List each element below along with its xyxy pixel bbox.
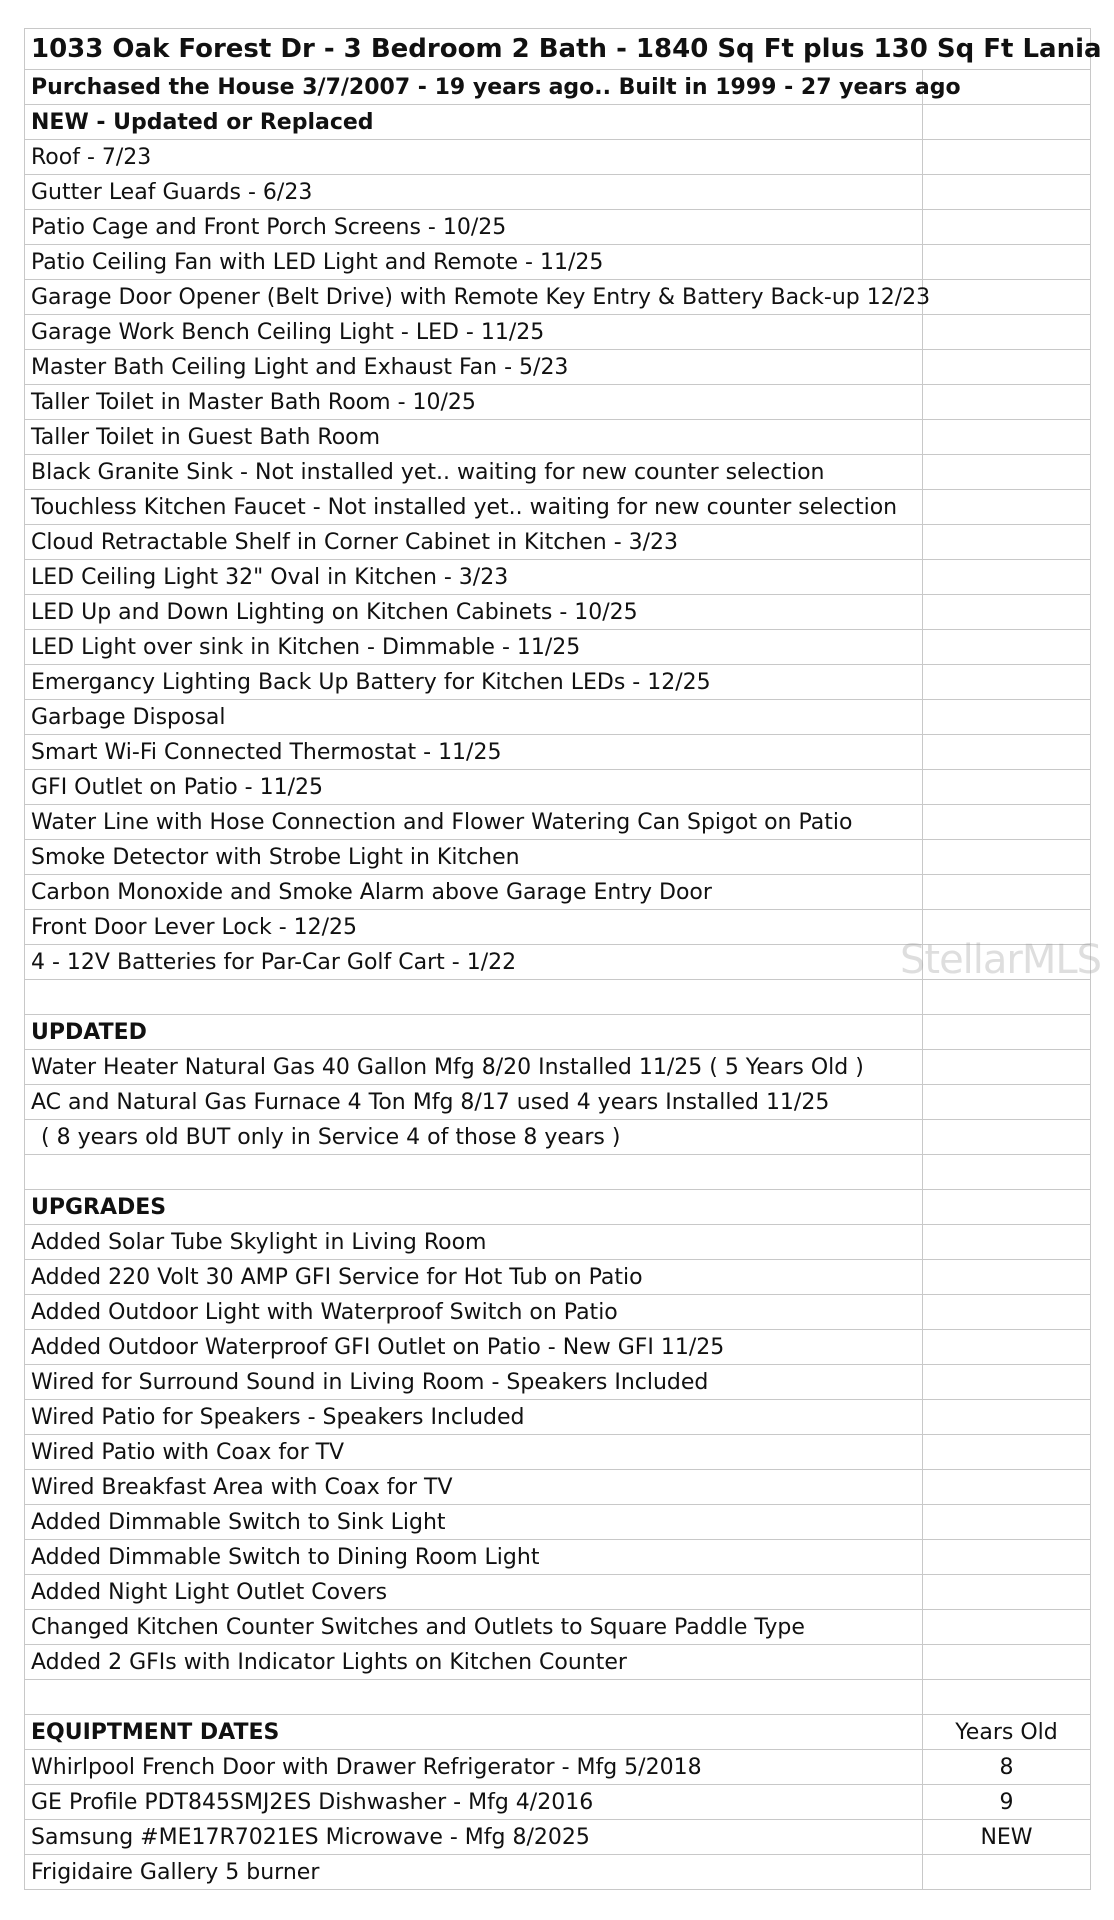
item-cell: Gutter Leaf Guards - 6/23 [25, 175, 923, 210]
empty-cell [923, 1610, 1091, 1645]
table-row [25, 1435, 1091, 1470]
blank-row [25, 980, 1091, 1015]
table-row [25, 1050, 1091, 1085]
blank-row [25, 1680, 1091, 1715]
spreadsheet [24, 28, 1102, 1890]
item-cell: Taller Toilet in Guest Bath Room [25, 420, 923, 455]
upgrades-section-header: UPGRADES [25, 1190, 923, 1225]
item-cell: Wired Patio with Coax for TV [25, 1435, 923, 1470]
table-row [25, 140, 1091, 175]
table-row [25, 1365, 1091, 1400]
item-cell: LED Up and Down Lighting on Kitchen Cabinets - 10/25 [25, 595, 923, 630]
empty-cell [923, 980, 1091, 1015]
empty-cell [923, 245, 1091, 280]
empty-cell [923, 945, 1091, 980]
table-row [25, 735, 1091, 770]
new-section-header: NEW - Updated or Replaced [25, 105, 923, 140]
item-cell: Touchless Kitchen Faucet - Not installed yet.. waiting for new counter selection [25, 490, 923, 525]
table-row [25, 1540, 1091, 1575]
empty-cell [923, 1365, 1091, 1400]
table-row [25, 315, 1091, 350]
item-cell: Carbon Monoxide and Smoke Alarm above Garage Entry Door [25, 875, 923, 910]
item-cell: Smoke Detector with Strobe Light in Kitchen [25, 840, 923, 875]
empty-cell [923, 1400, 1091, 1435]
empty-cell [923, 1540, 1091, 1575]
updated-section-header: UPDATED [25, 1015, 923, 1050]
item-cell: Wired Patio for Speakers - Speakers Included [25, 1400, 923, 1435]
item-cell: Cloud Retractable Shelf in Corner Cabinet in Kitchen - 3/23 [25, 525, 923, 560]
equipment-name: Whirlpool French Door with Drawer Refrigerator - Mfg 5/2018 [25, 1750, 923, 1785]
table-row [25, 595, 1091, 630]
empty-cell [923, 420, 1091, 455]
item-cell: Garage Door Opener (Belt Drive) with Remote Key Entry & Battery Back-up 12/23 [25, 280, 923, 315]
equipment-age: 9 [923, 1785, 1091, 1820]
empty-cell [923, 875, 1091, 910]
table-row [25, 770, 1091, 805]
item-cell: Master Bath Ceiling Light and Exhaust Fan - 5/23 [25, 350, 923, 385]
item-cell: Wired Breakfast Area with Coax for TV [25, 1470, 923, 1505]
empty-cell [923, 140, 1091, 175]
equipment-name: Frigidaire Gallery 5 burner [25, 1855, 923, 1890]
table-row [25, 1085, 1091, 1120]
table-row [25, 525, 1091, 560]
empty-cell [923, 315, 1091, 350]
item-cell: Black Granite Sink - Not installed yet.. waiting for new counter selection [25, 455, 923, 490]
item-cell: Smart Wi-Fi Connected Thermostat - 11/25 [25, 735, 923, 770]
table-row [25, 1330, 1091, 1365]
page-title: 1033 Oak Forest Dr - 3 Bedroom 2 Bath - 1840 Sq Ft plus 130 Sq Ft Lania [25, 29, 1091, 70]
table-row [25, 1645, 1091, 1680]
item-cell: Water Heater Natural Gas 40 Gallon Mfg 8/20 Installed 11/25 ( 5 Years Old ) [25, 1050, 923, 1085]
table-row [25, 1610, 1091, 1645]
table-row [25, 1470, 1091, 1505]
empty-cell [923, 210, 1091, 245]
item-cell: Garage Work Bench Ceiling Light - LED - 11/25 [25, 315, 923, 350]
table-row [25, 350, 1091, 385]
item-cell: Front Door Lever Lock - 12/25 [25, 910, 923, 945]
empty-cell [923, 525, 1091, 560]
empty-cell [923, 1225, 1091, 1260]
section-header-row [25, 1715, 1091, 1750]
section-header-row [25, 1015, 1091, 1050]
empty-cell [923, 455, 1091, 490]
empty-cell [923, 1645, 1091, 1680]
empty-cell [923, 1120, 1091, 1155]
empty-cell [923, 1085, 1091, 1120]
item-cell: Added Solar Tube Skylight in Living Room [25, 1225, 923, 1260]
item-cell: Changed Kitchen Counter Switches and Outlets to Square Paddle Type [25, 1610, 923, 1645]
equipment-section-header: EQUIPTMENT DATES [25, 1715, 923, 1750]
table-row [25, 1575, 1091, 1610]
item-cell: Added Outdoor Light with Waterproof Switch on Patio [25, 1295, 923, 1330]
equipment-name: GE Profile PDT845SMJ2ES Dishwasher - Mfg 4/2016 [25, 1785, 923, 1820]
equipment-age [923, 1855, 1091, 1890]
empty-cell [923, 175, 1091, 210]
table-row [25, 945, 1091, 980]
watermark: StellarMLS [900, 937, 1102, 983]
item-cell: Added Outdoor Waterproof GFI Outlet on Patio - New GFI 11/25 [25, 1330, 923, 1365]
table-row [25, 280, 1091, 315]
title-row [25, 29, 1091, 70]
item-cell: Wired for Surround Sound in Living Room - Speakers Included [25, 1365, 923, 1400]
item-note: ( 8 years old BUT only in Service 4 of those 8 years ) [25, 1120, 923, 1155]
empty-cell [923, 1680, 1091, 1715]
purchased-row [25, 70, 1091, 105]
empty-cell [923, 1050, 1091, 1085]
empty-cell [25, 980, 923, 1015]
empty-cell [923, 105, 1091, 140]
empty-cell [923, 1470, 1091, 1505]
table-row [25, 805, 1091, 840]
empty-cell [923, 805, 1091, 840]
table-row [25, 1855, 1091, 1890]
empty-cell [923, 1260, 1091, 1295]
empty-cell [923, 630, 1091, 665]
table-row [25, 210, 1091, 245]
table-row [25, 1295, 1091, 1330]
empty-cell [923, 700, 1091, 735]
empty-cell [923, 1015, 1091, 1050]
equipment-age: 8 [923, 1750, 1091, 1785]
empty-cell [923, 385, 1091, 420]
item-cell: Patio Cage and Front Porch Screens - 10/25 [25, 210, 923, 245]
empty-cell [923, 490, 1091, 525]
table-row [25, 1785, 1091, 1820]
empty-cell [923, 280, 1091, 315]
empty-cell [923, 770, 1091, 805]
item-cell: Emergancy Lighting Back Up Battery for Kitchen LEDs - 12/25 [25, 665, 923, 700]
empty-cell [923, 1575, 1091, 1610]
table-row [25, 1505, 1091, 1540]
item-cell: Roof - 7/23 [25, 140, 923, 175]
empty-cell [923, 1435, 1091, 1470]
item-cell: Added 220 Volt 30 AMP GFI Service for Hot Tub on Patio [25, 1260, 923, 1295]
table-row [25, 1750, 1091, 1785]
table-row [25, 455, 1091, 490]
table-row [25, 420, 1091, 455]
item-cell: Added Night Light Outlet Covers [25, 1575, 923, 1610]
years-old-header: Years Old [923, 1715, 1091, 1750]
item-cell: LED Ceiling Light 32" Oval in Kitchen - 3/23 [25, 560, 923, 595]
blank-row [25, 1155, 1091, 1190]
table-row [25, 840, 1091, 875]
item-cell: Patio Ceiling Fan with LED Light and Remote - 11/25 [25, 245, 923, 280]
table-row [25, 665, 1091, 700]
empty-cell [923, 1155, 1091, 1190]
table-row [25, 1820, 1091, 1855]
table-row [25, 700, 1091, 735]
table-row [25, 245, 1091, 280]
empty-cell [923, 595, 1091, 630]
table-row [25, 910, 1091, 945]
empty-cell [923, 1295, 1091, 1330]
empty-cell [923, 910, 1091, 945]
empty-cell [25, 1155, 923, 1190]
empty-cell [25, 1680, 923, 1715]
section-header-row [25, 1190, 1091, 1225]
empty-cell [923, 735, 1091, 770]
table-row [25, 560, 1091, 595]
equipment-age: NEW [923, 1820, 1091, 1855]
item-cell: GFI Outlet on Patio - 11/25 [25, 770, 923, 805]
features-table [24, 28, 1102, 1890]
empty-cell [923, 665, 1091, 700]
item-cell: 4 - 12V Batteries for Par-Car Golf Cart - 1/22 [25, 945, 923, 980]
table-row [25, 385, 1091, 420]
equipment-name: Samsung #ME17R7021ES Microwave - Mfg 8/2025 [25, 1820, 923, 1855]
empty-cell [923, 560, 1091, 595]
table-row [25, 1400, 1091, 1435]
item-cell: LED Light over sink in Kitchen - Dimmable - 11/25 [25, 630, 923, 665]
section-header-row [25, 105, 1091, 140]
item-cell: Added Dimmable Switch to Dining Room Light [25, 1540, 923, 1575]
table-row [25, 1225, 1091, 1260]
empty-cell [923, 1505, 1091, 1540]
item-cell: Water Line with Hose Connection and Flower Watering Can Spigot on Patio [25, 805, 923, 840]
empty-cell [923, 1190, 1091, 1225]
table-row [25, 875, 1091, 910]
empty-cell [923, 1330, 1091, 1365]
table-row [25, 630, 1091, 665]
item-cell: Added Dimmable Switch to Sink Light [25, 1505, 923, 1540]
table-row [25, 175, 1091, 210]
empty-cell [923, 840, 1091, 875]
table-row [25, 1260, 1091, 1295]
item-cell: AC and Natural Gas Furnace 4 Ton Mfg 8/17 used 4 years Installed 11/25 [25, 1085, 923, 1120]
item-cell: Garbage Disposal [25, 700, 923, 735]
table-row [25, 1120, 1091, 1155]
empty-cell [923, 350, 1091, 385]
purchased-info: Purchased the House 3/7/2007 - 19 years ago.. Built in 1999 - 27 years ago [25, 70, 923, 105]
item-cell: Taller Toilet in Master Bath Room - 10/25 [25, 385, 923, 420]
table-row [25, 490, 1091, 525]
item-cell: Added 2 GFIs with Indicator Lights on Kitchen Counter [25, 1645, 923, 1680]
